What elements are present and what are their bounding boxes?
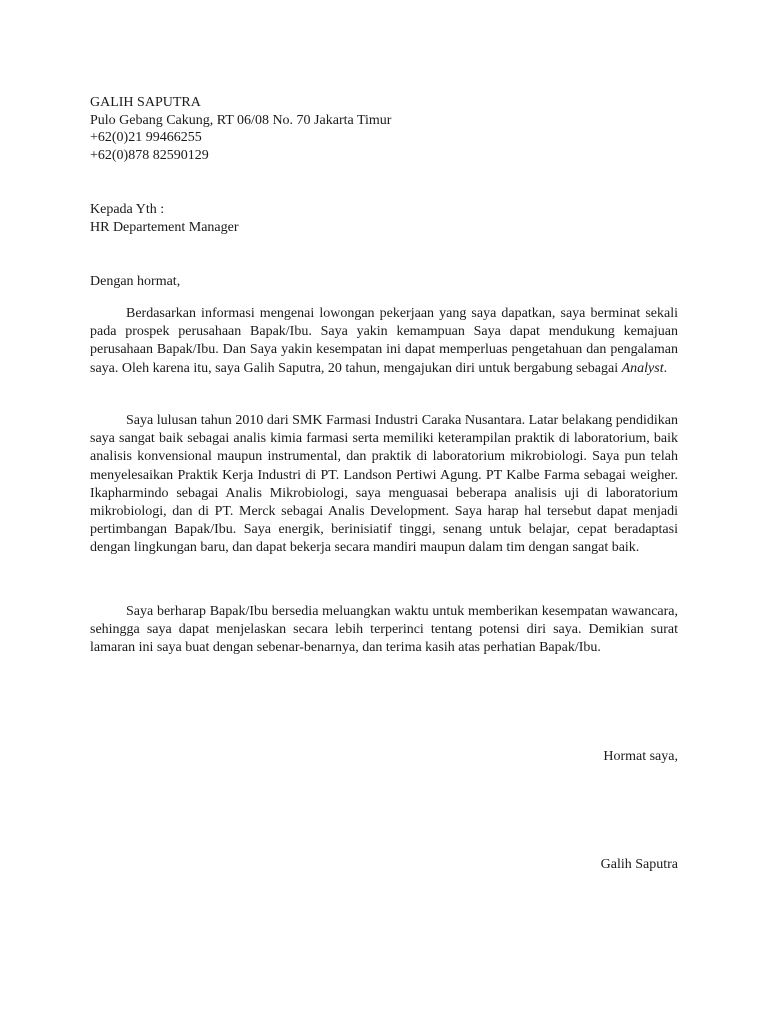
paragraph-2 <box>90 412 678 558</box>
sender-phone-2: +62(0)878 82590129 <box>90 147 209 163</box>
paragraph-1-end: . <box>663 360 668 376</box>
paragraph-2-body: Saya lulusan tahun 2010 dari SMK Farmasi Industri Caraka Nusantara. Latar belakang pendidikan saya sangat baik sebagai analis kimia farmasi serta memiliki keterampilan praktik di laboratorium, baik analisis konvensional maupun instrumental, dan praktik di laboratorium mikrobiologi. Saya pun telah menyelesaikan Praktik Kerja Industri di PT. Landson Pertiwi Agung. PT Kalbe Farma sebagai weigher. Ikapharmindo sebagai Analis Mikrobiologi, saya menguasai beberapa analisis uji di laboratorium mikrobiologi, dan di PT. Merck sebagai Analis Development. Saya harap hal tersebut dapat menjadi pertimbangan Bapak/Ibu. Saya energik, berinisiatif tinggi, senang untuk belajar, cepat beradaptasi dengan lingkungan baru, dan dapat bekerja secara mandiri maupun dalam tim dengan sangat baik. <box>90 413 678 556</box>
sender-name: GALIH SAPUTRA <box>90 95 201 110</box>
salutation-text: Dengan hormat, <box>90 274 181 289</box>
salutation <box>90 273 678 291</box>
signature-name: Galih Saputra <box>600 857 678 872</box>
paragraph-1-text: Berdasarkan informasi mengenai lowongan pekerjaan yang saya dapatkan, saya berminat sekali pada prospek perusahaan Bapak/Ibu. Saya yakin kemampuan Saya dapat mendukung kemajuan perusahaan Bapak/Ibu. Dan Saya yakin kesempatan ini dapat memperluas pengetahuan dan pengalaman saya. Oleh karena itu, saya Galih Saputra, 20 tahun, mengajukan diri untuk bergabung sebagai <box>90 306 678 376</box>
paragraph-3 <box>90 603 678 658</box>
sender-block <box>90 94 678 164</box>
sender-address: Pulo Gebang Cakung, RT 06/08 No. 70 Jakarta Timur <box>90 112 392 128</box>
paragraph-3-body: Saya berharap Bapak/Ibu bersedia meluangkan waktu untuk memberikan kesempatan wawancara, sehingga saya dapat menjelaskan secara lebih terperinci tentang potensi diri saya. Demikian surat lamaran ini saya buat dengan sebenar-benarnya, dan terima kasih atas perhatian Bapak/Ibu. <box>90 604 678 656</box>
paragraph-1-italic: Analyst <box>621 360 664 376</box>
paragraph-1 <box>90 305 678 378</box>
closing-regards: Hormat saya, <box>603 749 678 764</box>
recipient-block <box>90 201 678 236</box>
recipient-position: HR Departement Manager <box>90 219 239 235</box>
sender-phone-1: +62(0)21 99466255 <box>90 130 202 145</box>
paragraph-1-body <box>90 305 678 378</box>
recipient-to: Kepada Yth : <box>90 202 165 217</box>
